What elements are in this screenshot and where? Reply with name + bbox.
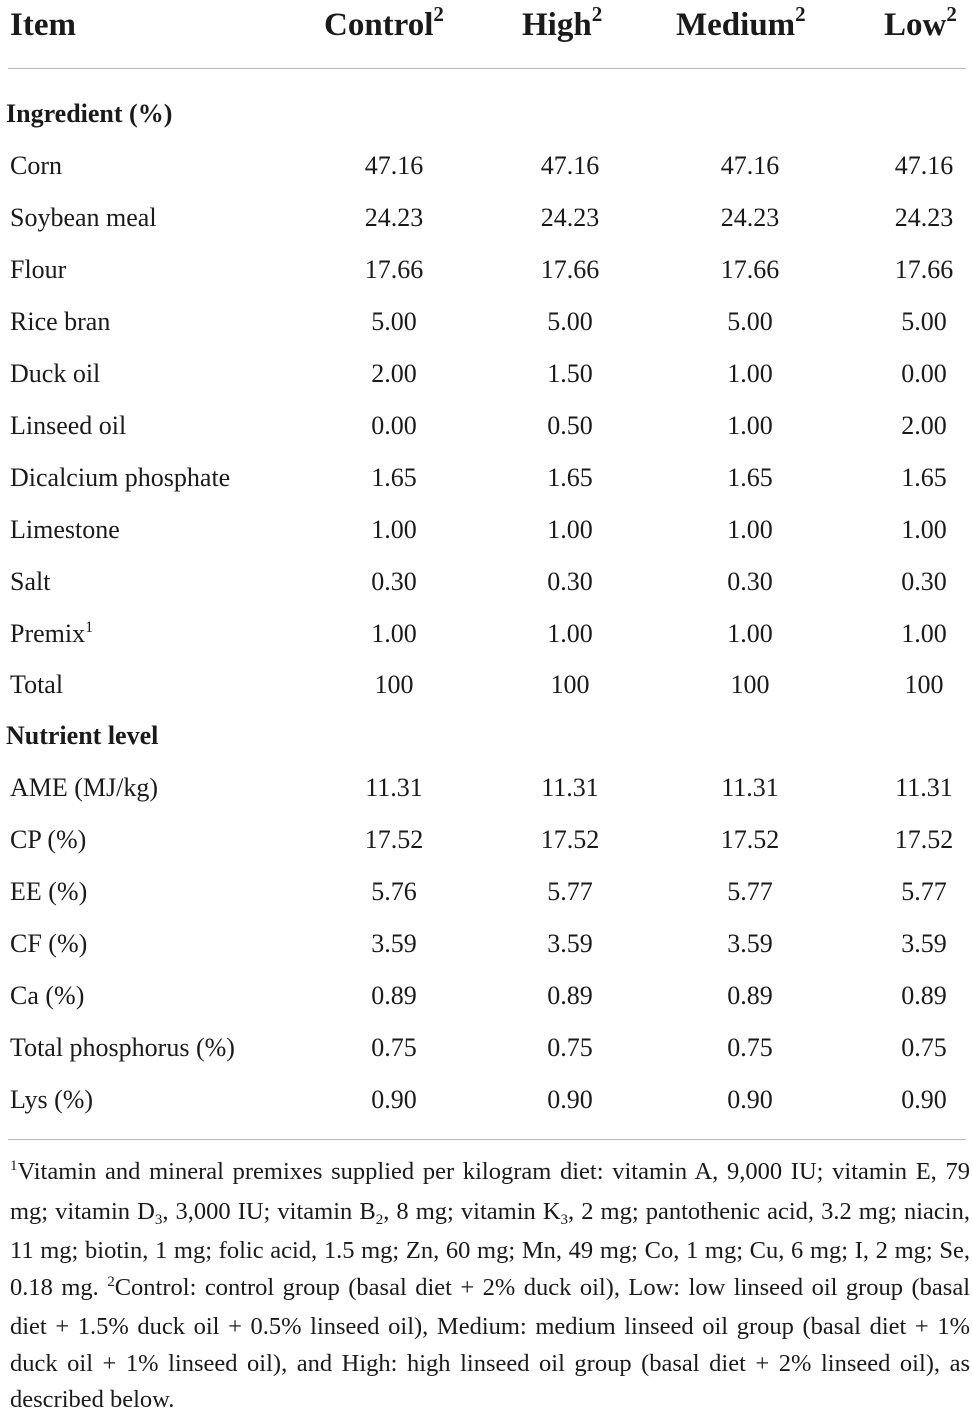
cell-control: 0.90 [371, 1085, 417, 1114]
cell-low: 24.23 [894, 203, 954, 232]
table-row [0, 659, 972, 711]
cell-control: 5.00 [371, 307, 417, 336]
footnote-1-sub-b: 2 [375, 1211, 384, 1228]
cell-control: 24.23 [364, 203, 424, 232]
row-label: CF (%) [10, 929, 88, 958]
table-row [0, 348, 972, 400]
cell-low: 0.75 [901, 1033, 947, 1062]
cell-control: 17.52 [364, 825, 424, 854]
cell-low: 17.66 [894, 255, 954, 284]
footnote-1-sub-d: 3 [154, 1211, 163, 1228]
cell-high: 17.52 [540, 825, 600, 854]
cell-low: 5.00 [901, 307, 947, 336]
premix-footnote-mark: 1 [85, 619, 94, 636]
cell-high: 0.90 [547, 1085, 593, 1114]
cell-control: 1.00 [371, 619, 417, 648]
footnote-1-part-d: , 2 mg; pantothenic acid, 3.2 mg; niacin, 11 mg; biotin, 1 mg; folic acid, 1.5 mg; Zn, 60 mg; Mn, 49 mg; Co, 1 mg; Cu, 6 mg; I, 2 mg; Se, 0.18 mg. [10, 1197, 970, 1301]
header-item: Item [10, 7, 76, 43]
row-label: Total [10, 670, 64, 699]
row-label: Total phosphorus (%) [10, 1033, 235, 1062]
row-label: Duck oil [10, 359, 101, 388]
cell-medium: 100 [730, 670, 770, 699]
table-row [0, 814, 972, 866]
cell-high: 100 [550, 670, 590, 699]
cell-low: 5.77 [901, 877, 947, 906]
cell-high: 1.50 [547, 359, 593, 388]
header-rule [8, 68, 966, 69]
cell-medium: 17.66 [720, 255, 780, 284]
cell-high: 17.66 [540, 255, 600, 284]
cell-control: 0.00 [371, 411, 417, 440]
table-row [0, 918, 972, 970]
cell-control: 0.30 [371, 567, 417, 596]
cell-medium: 1.00 [727, 515, 773, 544]
header-high [522, 0, 602, 50]
header-medium-label: Medium [676, 7, 796, 43]
cell-control: 47.16 [364, 151, 424, 180]
header-high-label: High [522, 7, 592, 43]
footnote-1-sub-k: 3 [560, 1211, 569, 1228]
cell-low: 1.65 [901, 463, 947, 492]
cell-control: 100 [374, 670, 414, 699]
cell-medium: 0.90 [727, 1085, 773, 1114]
cell-medium: 5.77 [727, 877, 773, 906]
row-label: CP (%) [10, 825, 87, 854]
cell-medium: 1.00 [727, 359, 773, 388]
cell-control: 2.00 [371, 359, 417, 388]
cell-low: 0.30 [901, 567, 947, 596]
row-label: EE (%) [10, 877, 88, 906]
header-high-sup: 2 [591, 2, 603, 26]
table-row [0, 556, 972, 608]
cell-high: 0.75 [547, 1033, 593, 1062]
row-label: Limestone [10, 515, 120, 544]
cell-low: 0.00 [901, 359, 947, 388]
cell-control: 5.76 [371, 877, 417, 906]
cell-high: 1.00 [547, 515, 593, 544]
cell-medium: 17.52 [720, 825, 780, 854]
row-label: AME (MJ/kg) [10, 773, 159, 802]
row-label: Dicalcium phosphate [10, 463, 231, 492]
footnote-2-mark: 2 [107, 1273, 115, 1290]
footnote-2-text: Control: control group (basal diet + 2% duck oil), Low: low linseed oil group (basal diet + 1.5% duck oil + 0.5% linseed oil), Medium: medium linseed oil group (basal diet + 1% duck oil + 1% linseed oil), and High: high linseed oil group (basal diet + 2% linseed oil), as described below. [10, 1273, 971, 1413]
row-label: Flour [10, 255, 67, 284]
header-low-label: Low [884, 7, 947, 43]
cell-high: 11.31 [541, 773, 599, 802]
cell-control: 1.00 [371, 515, 417, 544]
cell-high: 24.23 [540, 203, 600, 232]
cell-medium: 1.00 [727, 411, 773, 440]
table-row [0, 296, 972, 348]
cell-high: 0.89 [547, 981, 593, 1010]
row-label: Lys (%) [10, 1085, 94, 1114]
table-row [0, 192, 972, 244]
cell-medium: 11.31 [721, 773, 779, 802]
cell-high: 0.50 [547, 411, 593, 440]
cell-medium: 5.00 [727, 307, 773, 336]
table-row [0, 504, 972, 556]
cell-high: 5.77 [547, 877, 593, 906]
cell-low: 47.16 [894, 151, 954, 180]
cell-control: 3.59 [371, 929, 417, 958]
cell-medium: 47.16 [720, 151, 780, 180]
cell-low: 1.00 [901, 619, 947, 648]
table-row [0, 762, 972, 814]
cell-medium: 1.65 [727, 463, 773, 492]
row-label: Salt [10, 567, 51, 596]
row-label: Linseed oil [10, 411, 127, 440]
header-control-sup: 2 [433, 2, 444, 26]
row-label: Ca (%) [10, 981, 85, 1010]
header-low-sup: 2 [946, 2, 957, 26]
footnote-1-mark: 1 [10, 1158, 18, 1174]
row-label: Corn [10, 151, 62, 180]
row-label: Soybean meal [10, 203, 157, 232]
cell-medium: 3.59 [727, 929, 773, 958]
cell-medium: 0.75 [727, 1033, 773, 1062]
cell-medium: 24.23 [720, 203, 780, 232]
cell-low: 17.52 [894, 825, 954, 854]
table-row [0, 400, 972, 452]
table-row [0, 608, 972, 660]
cell-low: 100 [904, 670, 944, 699]
cell-low: 0.90 [901, 1085, 947, 1114]
cell-medium: 1.00 [727, 619, 773, 648]
table-row [0, 1022, 972, 1074]
row-label: Rice bran [10, 307, 111, 336]
cell-high: 3.59 [547, 929, 593, 958]
table-row [0, 452, 972, 504]
cell-control: 0.89 [371, 981, 417, 1010]
nutrient-section-title: Nutrient level [6, 721, 159, 750]
cell-low: 1.00 [901, 515, 947, 544]
premix-label: Premix [10, 619, 86, 648]
cell-high: 5.00 [547, 307, 593, 336]
cell-control: 17.66 [364, 255, 424, 284]
footnote-1-part-b: , 3,000 IU; vitamin B [162, 1197, 376, 1225]
header-control-label: Control [324, 7, 434, 43]
cell-high: 1.65 [547, 463, 593, 492]
table-row [0, 140, 972, 192]
row-label [10, 608, 93, 664]
table-footnotes [10, 1154, 970, 1419]
footnote-1-part-a: Vitamin and mineral premixes supplied per kilogram diet: vitamin A, 9,000 IU; vitamin E, 79 mg; vitamin D [10, 1158, 970, 1225]
header-medium [676, 0, 806, 50]
cell-low: 0.89 [901, 981, 947, 1010]
table-row [0, 970, 972, 1022]
footnote-1-part-c: , 8 mg; vitamin K [383, 1197, 561, 1225]
cell-medium: 0.89 [727, 981, 773, 1010]
table-row [0, 866, 972, 918]
cell-high: 0.30 [547, 567, 593, 596]
cell-low: 2.00 [901, 411, 947, 440]
footer-rule [8, 1139, 966, 1140]
cell-low: 3.59 [901, 929, 947, 958]
cell-medium: 0.30 [727, 567, 773, 596]
cell-high: 1.00 [547, 619, 593, 648]
cell-low: 11.31 [895, 773, 953, 802]
table-row [0, 244, 972, 296]
header-medium-sup: 2 [795, 2, 806, 26]
cell-control: 0.75 [371, 1033, 417, 1062]
table-row [0, 1074, 972, 1126]
ingredient-section-title: Ingredient (%) [6, 99, 173, 128]
header-low [884, 0, 957, 50]
cell-control: 11.31 [365, 773, 423, 802]
header-control [324, 0, 444, 50]
cell-high: 47.16 [540, 151, 600, 180]
cell-control: 1.65 [371, 463, 417, 492]
